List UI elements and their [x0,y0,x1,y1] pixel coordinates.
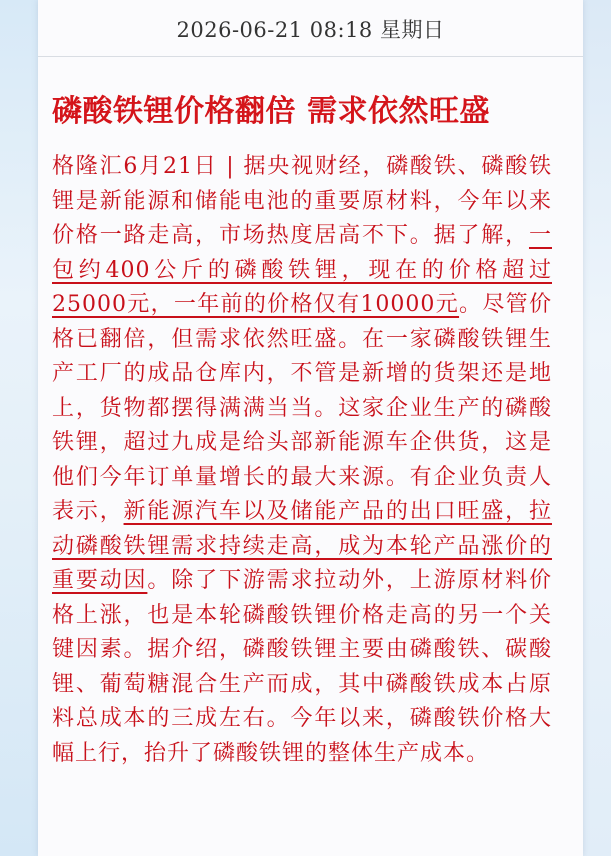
publish-datetime: 2026-06-21 08:18 星期日 [176,18,445,42]
body-segment-underlined: 一包约400公斤的磷酸铁锂，现在的价格超过25000元，一年前的价格仅有10000元 [52,223,552,317]
body-segment: 。除了下游需求拉动外，上游原材料价格上涨，也是本轮磷酸铁锂价格走高的另一个关键因素。据介绍，磷酸铁锂主要由磷酸铁、碳酸锂、葡萄糖混合生产而成，其中磷酸铁成本占原料总成本的三成左右。今年以来，磷酸铁价格大幅上行，抬升了磷酸铁锂的整体生产成本。 [52,568,552,766]
article-headline: 磷酸铁锂价格翻倍 需求依然旺盛 [52,94,490,129]
body-segment: 。尽管价格已翻倍，但需求依然旺盛。在一家磷酸铁锂生产工厂的成品仓库内，不管是新增的货架还是地上，货物都摆得满满当当。这家企业生产的磷酸铁锂，超过九成是给头部新能源车企供货，这是他们今年订单量增长的最大来源。有企业负责人表示， [52,292,552,524]
article-card [38,0,583,856]
article-body [52,150,552,771]
body-segment-underlined: 新能源汽车以及储能产品的出口旺盛，拉动磷酸铁锂需求持续走高，成为本轮产品涨价的重要动因 [52,499,552,593]
body-segment: 格隆汇6月21日 | 据央视财经，磷酸铁、磷酸铁锂是新能源和储能电池的重要原材料，今年以来价格一路走高，市场热度居高不下。据了解， [52,154,552,248]
header-divider [38,56,583,57]
background-right-gradient [581,0,611,856]
